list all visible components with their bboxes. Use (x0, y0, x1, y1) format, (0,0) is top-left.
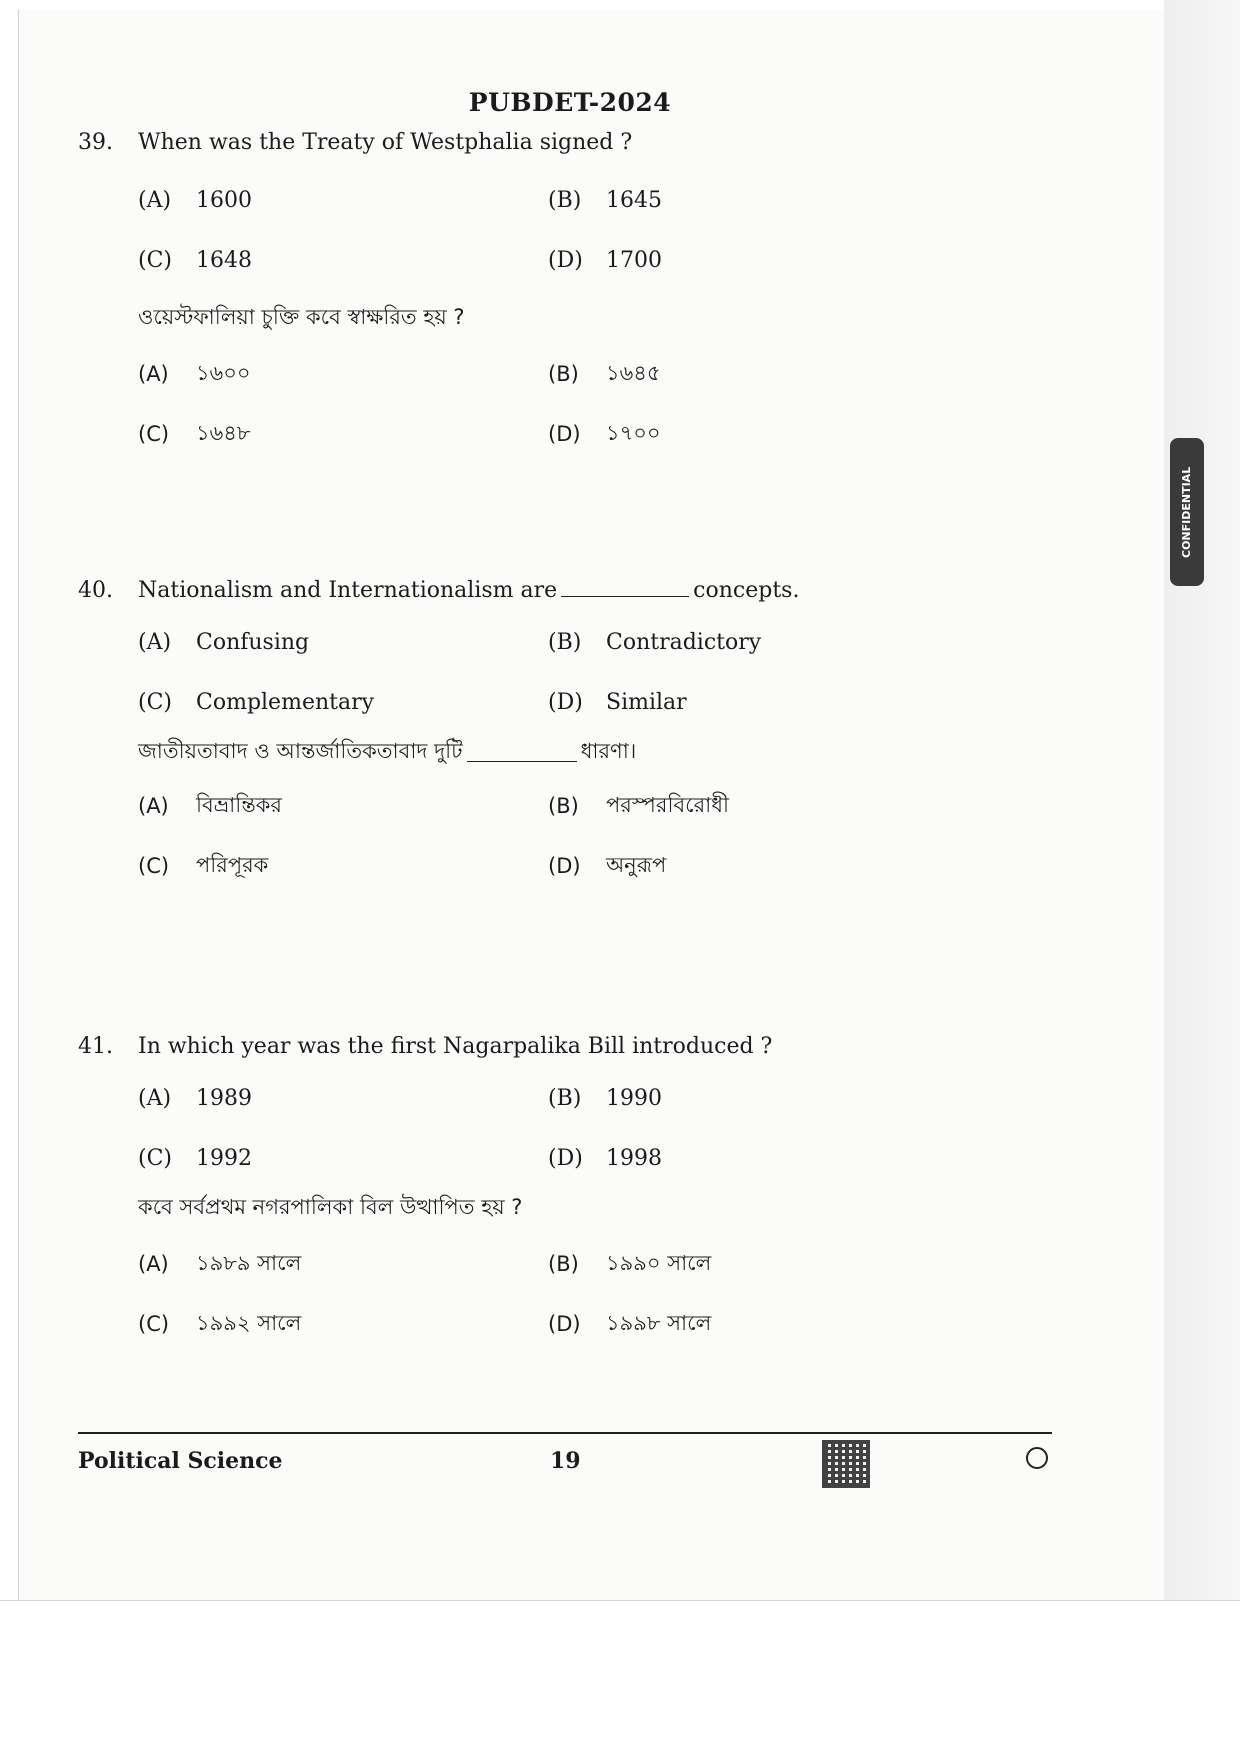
option-label: (B) (548, 187, 582, 213)
option-label: (A) (138, 362, 169, 386)
question-40 (78, 578, 1018, 896)
option-label: (D) (548, 422, 581, 446)
question-41 (78, 1034, 1018, 1354)
option-label: (D) (548, 1145, 583, 1171)
option-text: 1989 (196, 1085, 252, 1111)
option-c-bengali[interactable] (138, 417, 548, 452)
question-stem: When was the Treaty of Westphalia signed ? (138, 130, 633, 155)
option-c[interactable] (138, 248, 548, 273)
option-d[interactable] (548, 690, 958, 715)
option-label: (B) (548, 1252, 579, 1276)
page-header: PUBDET-2024 (468, 88, 672, 117)
option-label: (A) (138, 1085, 172, 1111)
option-label: (D) (548, 689, 583, 715)
option-d[interactable] (548, 248, 958, 273)
option-b[interactable] (548, 188, 958, 213)
question-stem-before: Nationalism and Internationalism are (138, 578, 558, 603)
option-text: পরস্পরবিরোধী (606, 792, 729, 817)
option-a[interactable] (138, 188, 548, 213)
option-a[interactable] (138, 1086, 548, 1111)
option-label: (D) (548, 854, 581, 878)
option-text: 1645 (606, 187, 662, 213)
option-text: ১৭০০ (606, 420, 661, 445)
option-row (138, 170, 1018, 230)
option-c-bengali[interactable] (138, 849, 548, 884)
option-text: পরিপূরক (196, 852, 269, 877)
confidential-tab: CONFIDENTIAL (1170, 438, 1204, 586)
option-row-bengali (138, 1294, 1018, 1354)
option-label: (C) (138, 422, 170, 446)
option-label: (B) (548, 362, 579, 386)
question-text (78, 1034, 1018, 1068)
question-text-bengali: ওয়েস্টফালিয়া চুক্তি কবে স্বাক্ষরিত হয় ? (138, 304, 465, 329)
question-text (78, 578, 1018, 612)
option-a-bengali[interactable] (138, 1247, 548, 1282)
option-a[interactable] (138, 630, 548, 655)
option-text: 1600 (196, 187, 252, 213)
option-label: (C) (138, 1145, 172, 1171)
option-label: (B) (548, 794, 579, 818)
option-label: (A) (138, 187, 172, 213)
option-b-bengali[interactable] (548, 357, 958, 392)
option-text: ১৯৯৮ সালে (606, 1310, 712, 1335)
option-text: Confusing (196, 629, 310, 655)
option-text: Similar (606, 689, 687, 715)
option-row-bengali (138, 1234, 1018, 1294)
question-number: 41. (78, 1034, 113, 1059)
option-label: (C) (138, 689, 172, 715)
option-b-bengali[interactable] (548, 789, 958, 824)
option-a-bengali[interactable] (138, 357, 548, 392)
option-label: (A) (138, 794, 169, 818)
page-number: 19 (550, 1448, 581, 1474)
option-text: Complementary (196, 689, 375, 715)
question-text (78, 130, 1018, 164)
option-row-bengali (138, 404, 1018, 464)
option-c-bengali[interactable] (138, 1307, 548, 1342)
option-label: (B) (548, 629, 582, 655)
question-stem-bengali-after: ধারণা। (580, 738, 637, 763)
question-text-bengali (138, 732, 1018, 772)
question-text-bengali: কবে সর্বপ্রথম নগরপালিকা বিল উত্থাপিত হয় ? (138, 1194, 523, 1219)
question-stem-after: concepts. (693, 578, 800, 603)
option-b[interactable] (548, 630, 958, 655)
question-39 (78, 130, 1018, 464)
option-row (138, 612, 1018, 672)
footer-subject: Political Science (78, 1448, 283, 1474)
option-label: (A) (138, 629, 172, 655)
option-label: (C) (138, 1312, 170, 1336)
answer-blank (561, 578, 689, 597)
option-row (138, 1068, 1018, 1128)
option-text: 1648 (196, 247, 252, 273)
option-c[interactable] (138, 1146, 548, 1171)
option-row-bengali (138, 836, 1018, 896)
question-number: 39. (78, 130, 113, 155)
option-label: (D) (548, 247, 583, 273)
option-text: ১৬৪৫ (606, 360, 661, 385)
option-text: ১৬০০ (196, 360, 251, 385)
option-text: 1700 (606, 247, 662, 273)
option-text: 1992 (196, 1145, 252, 1171)
option-d[interactable] (548, 1146, 958, 1171)
option-row (138, 672, 1018, 732)
question-number: 40. (78, 578, 113, 603)
option-d-bengali[interactable] (548, 849, 958, 884)
option-text: Contradictory (606, 629, 762, 655)
option-b[interactable] (548, 1086, 958, 1111)
question-stem-bengali-before: জাতীয়তাবাদ ও আন্তর্জাতিকতাবাদ দুটি (138, 738, 463, 763)
scan-bottom-margin (0, 1600, 1240, 1754)
option-d-bengali[interactable] (548, 1307, 958, 1342)
option-c[interactable] (138, 690, 548, 715)
option-row (138, 230, 1018, 290)
option-row-bengali (138, 776, 1018, 836)
option-d-bengali[interactable] (548, 417, 958, 452)
option-label: (A) (138, 1252, 169, 1276)
option-a-bengali[interactable] (138, 789, 548, 824)
option-text: ১৯৯০ সালে (606, 1250, 712, 1275)
option-label: (C) (138, 854, 170, 878)
qr-code-icon (822, 1440, 870, 1488)
option-label: (C) (138, 247, 172, 273)
option-text: ১৯৯২ সালে (196, 1310, 302, 1335)
option-text: 1990 (606, 1085, 662, 1111)
option-text: 1998 (606, 1145, 662, 1171)
answer-blank-bengali (467, 743, 577, 762)
option-b-bengali[interactable] (548, 1247, 958, 1282)
question-stem: In which year was the first Nagarpalika Bill introduced ? (138, 1034, 773, 1059)
page-edge-strip (1164, 0, 1240, 1600)
circle-icon (1026, 1447, 1048, 1469)
option-text: ১৯৮৯ সালে (196, 1250, 302, 1275)
option-text: অনুরূপ (606, 852, 667, 877)
option-label: (B) (548, 1085, 582, 1111)
option-row (138, 1128, 1018, 1188)
option-text: বিভ্রান্তিকর (196, 792, 282, 817)
option-text: ১৬৪৮ (196, 420, 251, 445)
option-label: (D) (548, 1312, 581, 1336)
footer-divider (78, 1432, 1052, 1434)
option-row-bengali (138, 344, 1018, 404)
